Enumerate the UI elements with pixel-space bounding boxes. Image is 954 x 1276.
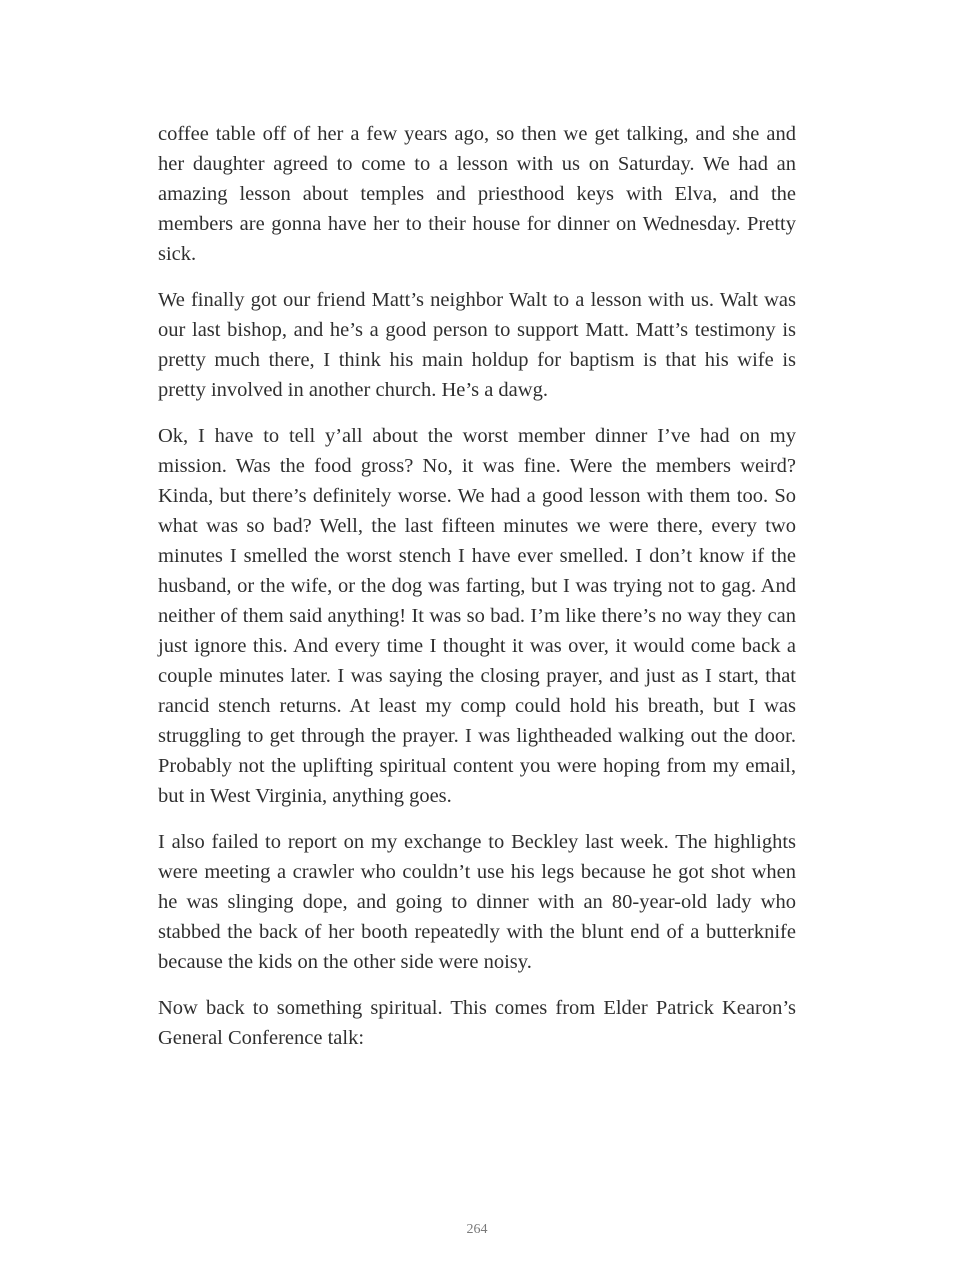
paragraph-1: coffee table off of her a few years ago, so then we get talking, and she and her daughter agreed to come to a lesson with us on Saturday. We had an amazing lesson about temples and priesthood keys with Elva, and the members are gonna have her to their house for dinner on Wednesday. Pretty sick. <box>158 123 796 265</box>
paragraph-2: We finally got our friend Matt’s neighbor Walt to a lesson with us. Walt was our last bishop, and he’s a good person to support Matt. Matt’s testimony is pretty much there, I think his main holdup for baptism is that his wife is pretty involved in another church. He’s a dawg. <box>158 289 796 401</box>
page-number: 264 <box>466 1222 488 1237</box>
paragraph-4: I also failed to report on my exchange to Beckley last week. The highlights were meeting a crawler who couldn’t use his legs because he got shot when he was slinging dope, and going to dinner with an 80-year-old lady who stabbed the back of her booth repeatedly with the blunt end of a butterknife because the kids on the other side were noisy. <box>158 831 796 973</box>
body-text <box>158 119 796 1069</box>
paragraph-3: Ok, I have to tell y’all about the worst member dinner I’ve had on my mission. Was the food gross? No, it was fine. Were the members weird? Kinda, but there’s definitely worse. We had a good lesson with them too. So what was so bad? Well, the last fifteen minutes we were there, every two minutes I smelled the worst stench I have ever smelled. I don’t know if the husband, or the wife, or the dog was farting, but I was trying not to gag. And neither of them said anything! It was so bad. I’m like there’s no way they can just ignore this. And every time I thought it was over, it would come back a couple minutes later. I was saying the closing prayer, and just as I start, that rancid stench returns. At least my comp could hold his breath, but I was struggling to get through the prayer. I was lightheaded walking out the door. Probably not the uplifting spiritual content you were hoping from my email, but in West Virginia, anything goes. <box>158 425 796 807</box>
paragraph-5: Now back to something spiritual. This comes from Elder Patrick Kearon’s General Conference talk: <box>158 997 796 1049</box>
